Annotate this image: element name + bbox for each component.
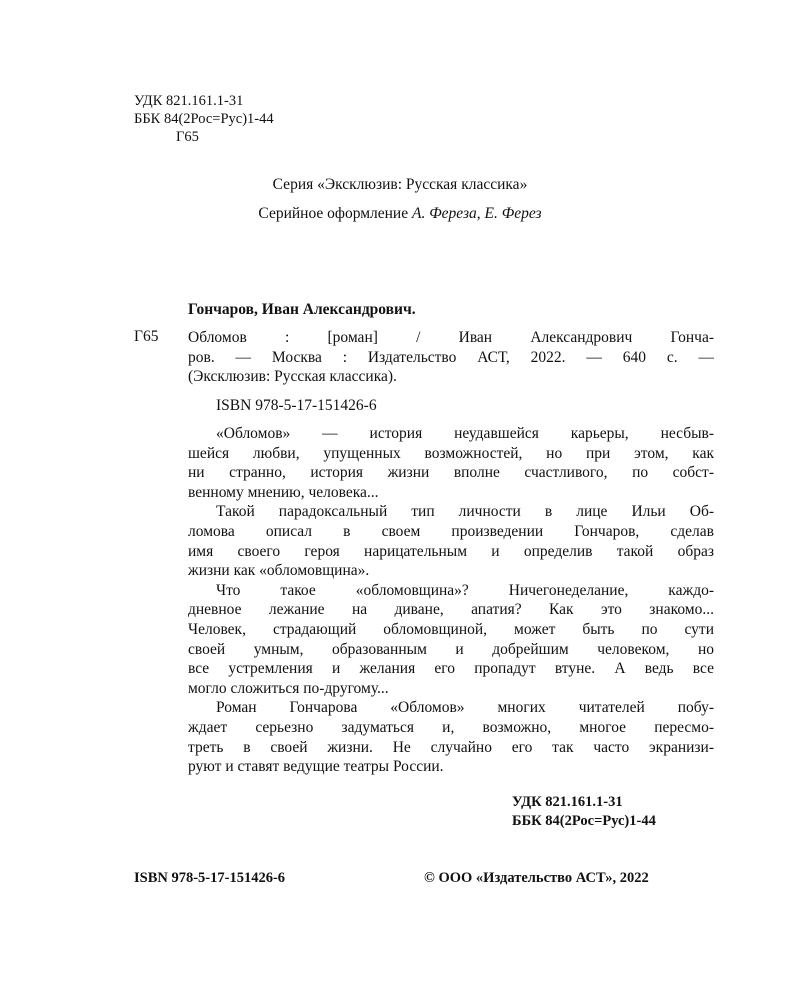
bottom-codes — [512, 793, 656, 831]
classification-codes — [134, 92, 274, 146]
catalog-line: (Эксклюзив: Русская классика). — [188, 368, 397, 386]
catalog-description — [188, 328, 714, 387]
series-line: Серия «Эксклюзив: Русская классика» — [272, 176, 528, 193]
catalog-line: Обломов : [роман] / Иван Александрович Гонча- — [188, 329, 714, 346]
annotation-line: ломова описал в своем произведении Гончаров, сделав — [188, 522, 714, 540]
annotation — [188, 424, 714, 777]
annotation-line: все устремления и желания его пропадут втуне. А ведь все — [188, 660, 714, 678]
annotation-line: Что такое «обломовщина»? Ничегонеделание, каждо- — [216, 581, 714, 599]
annotation-line: треть в своей жизни. Не случайно его так часто экранизи- — [188, 738, 714, 756]
designer-2: Е. Ферез — [484, 205, 542, 222]
catalog-isbn: ISBN 978-5-17-151426-6 — [216, 397, 377, 414]
annotation-line: шейся любви, упущенных возможностей, но при этом, как — [188, 444, 714, 462]
annotation-line: дневное лежание на диване, апатия? Как это знакомо... — [188, 601, 714, 619]
annotation-line: ждает серьезно задуматься и, возможно, многое пересмо- — [188, 718, 714, 736]
annotation-line: ни странно, история жизни вполне счастливого, по собст- — [188, 464, 714, 482]
catalog-line: ров. — Москва : Издательство АСТ, 2022. — 640 с. — — [188, 348, 714, 366]
catalog-author: Гончаров, Иван Александрович. — [188, 301, 416, 318]
annotation-line: «Обломов» — история неудавшейся карьеры, несбыв- — [216, 425, 714, 442]
annotation-line: имя своего героя нарицательным и определив такой образ — [188, 542, 714, 560]
bottom-udk: УДК 821.161.1-31 — [512, 794, 623, 810]
udk-code: УДК 821.161.1-31 — [134, 93, 244, 109]
annotation-line: Роман Гончарова «Обломов» многих читателей побу- — [216, 699, 714, 717]
series-design — [0, 205, 800, 223]
footer-isbn: ISBN 978-5-17-151426-6 — [134, 870, 286, 886]
design-separator: , — [476, 205, 485, 222]
annotation-line: своей умным, образованным и добрейшим человеком, но — [188, 640, 714, 658]
annotation-line: могло сложиться по-другому... — [188, 679, 389, 697]
bbk-code: ББК 84(2Рос=Рус)1-44 — [134, 111, 274, 127]
design-prefix: Серийное оформление — [258, 205, 412, 222]
annotation-line: Такой парадоксальный тип личности в лице Ильи Об- — [216, 503, 714, 521]
annotation-line: венному мнению, человека... — [188, 483, 379, 501]
bottom-bbk: ББК 84(2Рос=Рус)1-44 — [512, 813, 656, 829]
annotation-line: жизни как «обломовщина». — [188, 562, 370, 580]
author-mark: Г65 — [176, 129, 199, 145]
footer-copyright: © ООО «Издательство АСТ», 2022 — [424, 870, 649, 886]
designer-1: А. Фереза — [411, 205, 477, 222]
annotation-line: Человек, страдающий обломовщиной, может быть по сути — [188, 620, 714, 638]
annotation-line: руют и ставят ведущие театры России. — [188, 758, 444, 776]
catalog-mark: Г65 — [134, 328, 159, 345]
